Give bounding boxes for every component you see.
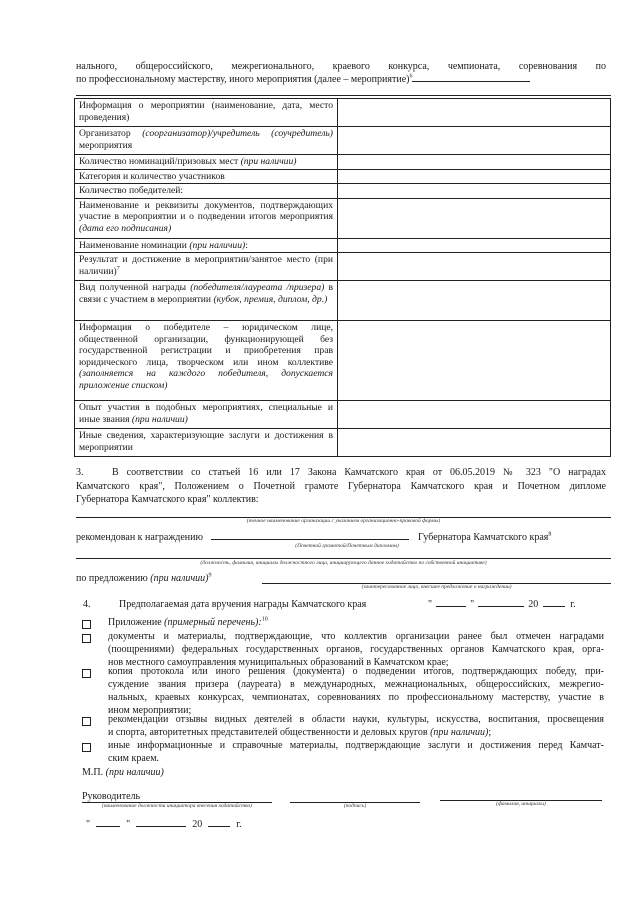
section3-line-1: 3. В соответствии со статьей 16 или 17 Закона Камчатского края от 06.05.2019 № 323 "О наградах <box>76 467 606 478</box>
cell-value <box>338 238 611 253</box>
attach-item4-line2: ским краем. <box>108 753 160 764</box>
cell-value <box>338 401 611 429</box>
row-other-info: Иные сведения, характеризующие заслуги и достижения в мероприятии <box>75 429 338 457</box>
row-award-type: Вид полученной награды (победителя/лауреата /призера) в связи с участием в мероприятии (кубок, премия, диплом, др.) <box>75 281 338 321</box>
cell-value <box>338 253 611 281</box>
cell-value <box>338 155 611 170</box>
cell-value <box>338 321 611 401</box>
attach-item3-line2: и спорта, авторитетных представителей общественности и деловых кругов (при наличии); <box>108 727 492 738</box>
cell-value <box>338 184 611 199</box>
intro-blank-line <box>76 95 611 96</box>
official-line <box>76 558 611 559</box>
attach-item1-line3: нов местного самоуправления муниципальных образований в Камчатском крае; <box>108 657 449 668</box>
attach-item2-line1: копия протокола или иного решения (документа) о подведении итогов, подтверждающих победу, при- <box>108 666 604 677</box>
checkbox-recommendations[interactable] <box>82 717 91 726</box>
attach-item3-line1: рекомендации отзывы видных деятелей в области науки, культуры, искусства, воспитания, просвещения <box>108 714 604 725</box>
proposal-caption: (заинтересованное лицо, внесшее предложение о награждении) <box>361 584 512 590</box>
section3-line-3: Губернатора Камчатского края" коллектив: <box>76 494 259 505</box>
cell-value <box>338 429 611 457</box>
award-type-caption: (Почетной грамотой/Почетным дипломом) <box>295 543 399 549</box>
signature-date-fields: " " 20 г. <box>86 819 242 830</box>
row-organizer: Организатор (соорганизатор)/учредитель (соучредитель) мероприятия <box>75 127 338 155</box>
attach-item1-line1: документы и материалы, подтверждающие, что коллектив организации ранее был отмечен наградами <box>108 631 604 642</box>
attach-item2-line3: нальных, краевых конкурсах, чемпионатах, соревнованиях по профессиональному мастерству, участие в <box>108 692 604 703</box>
attachment-label: Приложение (примерный перечень):$^{10}$ <box>108 616 268 628</box>
cell-value <box>338 169 611 184</box>
row-nomination-name: Наименование номинации (при наличии): <box>75 238 338 253</box>
row-winners-count: Количество победителей: <box>75 184 338 199</box>
row-event-info: Информация о мероприятии (наименование, дата, место проведения) <box>75 99 338 127</box>
intro-line-1: нального, общероссийского, межрегионального, краевого конкурса, чемпионата, соревнования по <box>76 61 606 72</box>
row-experience: Опыт участия в подобных мероприятиях, специальные и иные звания (при наличии) <box>75 401 338 429</box>
cell-value <box>338 281 611 321</box>
position-caption: (наименование должности инициатора внесения ходатайства) <box>102 803 252 809</box>
row-winner-info: Информация о победителе – юридическом лице, общественной организации, функционирующей без государственной регистрации и приобретения прав юридического лица, творческом или ином коллективе (заполняется на каждого победителя, допускается приложение списком) <box>75 321 338 401</box>
recommended-line: рекомендован к награждению Губернатора Камчатского края$^8$ <box>76 531 552 543</box>
cell-value <box>338 127 611 155</box>
stamp-place: М.П. (при наличии) <box>82 767 164 778</box>
org-name-caption: (точное наименование организации с указанием организационно-правовой формы) <box>246 518 441 524</box>
attach-item4-line1: иные информационные и справочные материалы, подтверждающие заслуги и достижения перед Камчат- <box>108 740 604 751</box>
checkbox-protocol[interactable] <box>82 669 91 678</box>
official-caption: (должность, фамилия, инициалы должностного лица, инициирующего данное ходатайство по собственной инициативе) <box>200 560 487 566</box>
section3-line-2: Камчатского края", Положением о Почетной грамоте Губернатора Камчатского края и Почетном дипломе <box>76 481 606 492</box>
cell-value <box>338 99 611 127</box>
signature-caption: (подпись) <box>343 803 367 809</box>
cell-value <box>338 198 611 238</box>
row-category: Категория и количество участников <box>75 169 338 184</box>
head-label: Руководитель <box>82 791 141 802</box>
row-documents: Наименование и реквизиты документов, подтверждающих участие в мероприятии и о подведении итогов мероприятия (дата его подписания) <box>75 198 338 238</box>
intro-line-2: по профессиональному мастерству, иного мероприятия (далее – мероприятие)$^6$ <box>76 73 606 86</box>
attach-item2-line4: ином мероприятии; <box>108 705 192 716</box>
section4-line: 4. Предполагаемая дата вручения награды Камчатского края <box>83 599 367 610</box>
checkbox-other-materials[interactable] <box>82 743 91 752</box>
row-nominations-count: Количество номинаций/призовых мест (при наличии) <box>75 155 338 170</box>
fullname-caption: (фамилия, инициалы) <box>496 801 546 807</box>
attach-item1-line2: (поощрениями) федеральных государственных органов, государственных органов Камчатского края, орга- <box>108 644 604 655</box>
attach-item2-line2: суждение звания призера (лауреата) в международных, межнациональных, общероссийских, межрегио- <box>108 679 604 690</box>
award-date-fields: " " 20 г. <box>428 599 576 610</box>
proposal-line: по предложению (при наличии)$^9$ <box>76 572 212 584</box>
row-result: Результат и достижение в мероприятии/занятое место (при наличии)$^7$ <box>75 253 338 281</box>
checkbox-attachment[interactable] <box>82 620 91 629</box>
event-info-table <box>74 98 611 457</box>
checkbox-documents[interactable] <box>82 634 91 643</box>
